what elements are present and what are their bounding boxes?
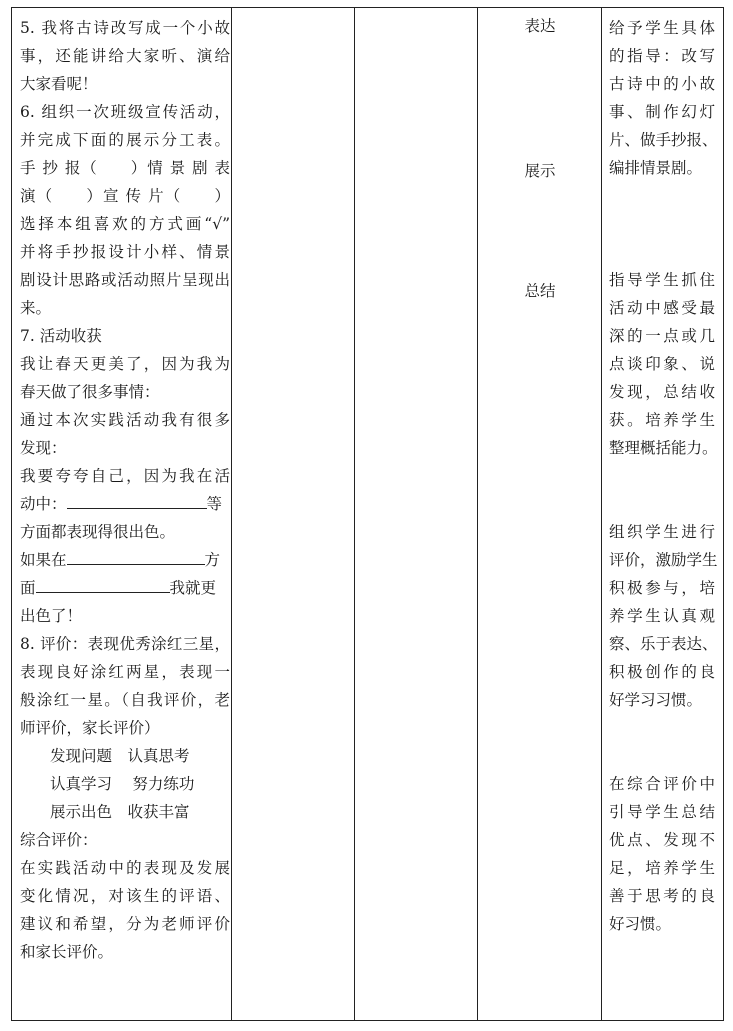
text-line: 好学习习惯。 [609, 691, 703, 709]
text-line: 演（ ）宣 传 片（ ） [20, 187, 230, 205]
stage-label-summary: 总结 [524, 282, 556, 300]
stage-label-show: 展示 [524, 162, 556, 180]
lesson-plan-table [11, 7, 724, 1021]
text-line: 并将手抄报设计小样、情景 [20, 243, 230, 261]
text-line: 好习惯。 [609, 915, 672, 933]
text-line: 综合评价： [20, 831, 98, 849]
text-line: 事、制作幻灯 [609, 103, 715, 121]
text-line: 评价，激励学生 [609, 551, 718, 569]
text-line: 获。培养学生 [609, 411, 715, 429]
text-line: 并完成下面的展示分工表。 [20, 131, 230, 149]
text-line: 我让春天更美了，因为我为 [20, 355, 230, 373]
text-line: 春天做了很多事情： [20, 383, 160, 401]
text-line: 我要夸夸自己，因为我在活 [20, 467, 230, 485]
text-line: 点谈印象、说 [609, 355, 715, 373]
section-heading: 7. 活动收获 [20, 327, 102, 345]
text-line: 在实践活动中的表现及发展 [20, 859, 230, 877]
fill-in-line: 面 我就更 [20, 574, 230, 602]
text-line: 活动中感受最 [609, 299, 715, 317]
evaluation-item: 发现问题 认真思考 [50, 747, 190, 765]
text-line: 在综合评价中 [609, 775, 715, 793]
text-line: 整理概括能力。 [609, 439, 718, 457]
text-line: 引导学生总结 [609, 803, 715, 821]
text-line: 8. 评价：表现优秀涂红三星， [20, 635, 230, 653]
text-line: 师评价，家长评价） [20, 719, 160, 737]
text-line: 发现，总结收 [609, 383, 715, 401]
text-line: 察、乐于表达、 [609, 635, 718, 653]
text-line: 选择本组喜欢的方式画“√” [20, 215, 230, 233]
text-line: 给予学生具体 [609, 19, 715, 37]
text-line: 建议和希望，分为老师评价 [20, 915, 230, 933]
text-line: 表现良好涂红两星，表现一 [20, 663, 230, 681]
stage-column [480, 8, 600, 1020]
evaluation-item: 展示出色 收获丰富 [50, 803, 190, 821]
text-line: 手 抄 报（ ）情 景 剧 表 [20, 159, 230, 177]
student-activity-column [20, 14, 230, 966]
evaluation-item: 认真学习 努力练功 [50, 775, 195, 793]
text-line: 大家看呢！ [20, 75, 98, 93]
text-line: 深的一点或几 [609, 327, 715, 345]
column-divider [354, 8, 355, 1020]
text-line: 指导学生抓住 [609, 271, 715, 289]
text-line: 般涂红一星。（自我评价，老 [20, 691, 230, 709]
text-line: 事，还能讲给大家听、演给 [20, 47, 230, 65]
text-line: 的指导：改写 [609, 47, 715, 65]
blank-underline[interactable] [36, 574, 170, 593]
text-line: 善于思考的良 [609, 887, 715, 905]
stage-label-express: 表达 [524, 17, 556, 35]
text-line: 出色了！ [20, 607, 83, 625]
text-line: 片、做手抄报、 [609, 131, 718, 149]
text-line: 古诗中的小故 [609, 75, 715, 93]
text-line: 足，培养学生 [609, 859, 715, 877]
text-line: 和家长评价。 [20, 943, 114, 961]
text-line: 养学生认真观 [609, 607, 715, 625]
column-divider [477, 8, 478, 1020]
text-line: 通过本次实践活动我有很多 [20, 411, 230, 429]
text-line: 积极创作的良 [609, 663, 715, 681]
column-divider [231, 8, 232, 1020]
text-line: 方面都表现得很出色。 [20, 523, 176, 541]
text-line: 剧设计思路或活动照片呈现出 [20, 271, 230, 289]
text-line: 变化情况，对该生的评语、 [20, 887, 230, 905]
blank-underline[interactable] [67, 490, 207, 509]
text-line: 组织学生进行 [609, 523, 715, 541]
text-line: 来。 [20, 299, 52, 317]
column-divider [601, 8, 602, 1020]
teacher-guidance-column [609, 14, 718, 938]
blank-underline[interactable] [67, 546, 205, 565]
text-line: 积极参与，培 [609, 579, 715, 597]
fill-in-line: 动中： 等 [20, 490, 230, 518]
text-line: 编排情景剧。 [609, 159, 703, 177]
text-line: 5. 我将古诗改写成一个小故 [20, 19, 230, 37]
text-line: 发现： [20, 439, 67, 457]
fill-in-line: 如果在 方 [20, 546, 230, 574]
text-line: 优点、发现不 [609, 831, 715, 849]
text-line: 6. 组织一次班级宣传活动， [20, 103, 230, 121]
